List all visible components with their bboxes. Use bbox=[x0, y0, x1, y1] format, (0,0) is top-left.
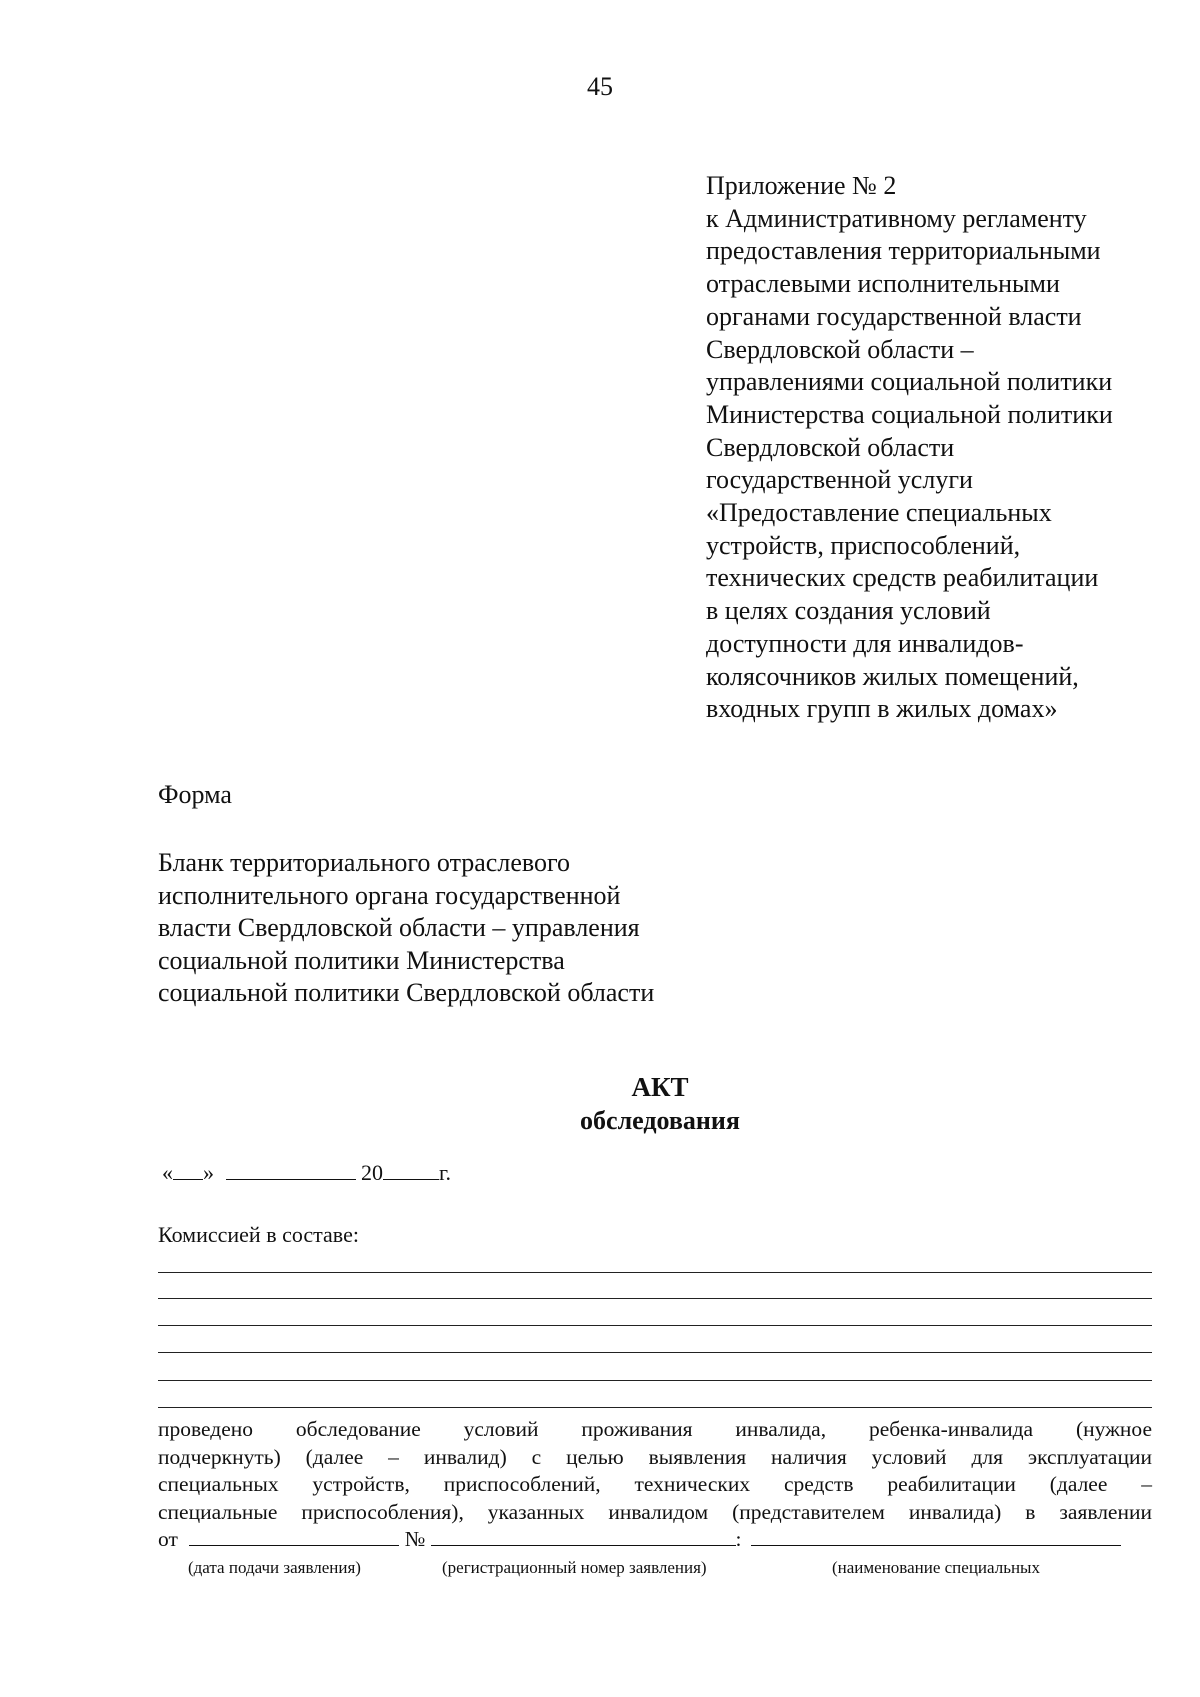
body-line: специальных устройств, приспособлений, технических средств реабилитации (далее – bbox=[158, 1472, 1152, 1496]
commission-line[interactable] bbox=[158, 1380, 1152, 1381]
appendix-header bbox=[706, 170, 1186, 726]
blank-header bbox=[158, 847, 654, 1010]
number-sign: № bbox=[404, 1527, 426, 1551]
body-line: специальные приспособления), указанных инвалидом (представителем инвалида) в заявлении bbox=[158, 1499, 1152, 1524]
month-blank[interactable] bbox=[226, 1161, 356, 1180]
appendix-line: Свердловской области – bbox=[706, 334, 974, 364]
appendix-line: доступности для инвалидов- bbox=[706, 628, 1024, 658]
appendix-line: Приложение № 2 bbox=[706, 171, 897, 200]
registration-number-blank[interactable] bbox=[431, 1527, 736, 1546]
application-line bbox=[158, 1527, 1158, 1552]
commission-line[interactable] bbox=[158, 1325, 1152, 1326]
appendix-line: отраслевыми исполнительными bbox=[706, 269, 1060, 299]
colon: : bbox=[735, 1527, 742, 1551]
act-title: АКТ bbox=[631, 1072, 689, 1102]
appendix-line: Свердловской области bbox=[706, 432, 955, 462]
caption-name: (наименование специальных bbox=[832, 1558, 1040, 1577]
appendix-line: государственной услуги bbox=[706, 465, 973, 495]
appendix-line: предоставления территориальными bbox=[706, 236, 1101, 266]
appendix-line: «Предоставление специальных bbox=[706, 498, 1052, 528]
day-blank[interactable] bbox=[173, 1161, 203, 1180]
appendix-line: колясочников жилых помещений, bbox=[706, 661, 1079, 691]
device-name-blank[interactable] bbox=[751, 1527, 1121, 1546]
year-blank[interactable] bbox=[383, 1161, 439, 1180]
body-line: проведено обследование условий проживания инвалида, ребенка-инвалида (нужное bbox=[158, 1417, 1152, 1441]
appendix-line: управлениями социальной политики bbox=[706, 367, 1113, 397]
form-label: Форма bbox=[158, 780, 232, 809]
blank-line: власти Свердловской области – управления bbox=[158, 913, 640, 942]
appendix-line: технических средств реабилитации bbox=[706, 563, 1099, 593]
commission-line[interactable] bbox=[158, 1407, 1152, 1408]
blank-line: Бланк территориального отраслевого bbox=[158, 848, 570, 877]
application-date-blank[interactable] bbox=[189, 1527, 399, 1546]
appendix-line: органами государственной власти bbox=[706, 301, 1082, 331]
blank-line: социальной политики Свердловской области bbox=[158, 978, 655, 1007]
from-label: от bbox=[158, 1527, 178, 1551]
appendix-line: в целях создания условий bbox=[706, 596, 991, 626]
act-subtitle: обследования bbox=[580, 1106, 740, 1135]
commission-line[interactable] bbox=[158, 1298, 1152, 1299]
body-paragraph bbox=[158, 1416, 1152, 1526]
year-suffix: г. bbox=[439, 1160, 452, 1185]
open-quote: « bbox=[162, 1160, 173, 1185]
century: 20 bbox=[361, 1160, 383, 1185]
caption-date: (дата подачи заявления) bbox=[188, 1558, 361, 1577]
appendix-line: к Административному регламенту bbox=[706, 203, 1087, 233]
commission-line[interactable] bbox=[158, 1272, 1152, 1273]
close-quote: » bbox=[203, 1160, 214, 1185]
appendix-line: Министерства социальной политики bbox=[706, 399, 1113, 429]
date-line bbox=[162, 1160, 451, 1186]
page-number: 45 bbox=[587, 72, 613, 101]
body-line: подчеркнуть) (далее – инвалид) с целью выявления наличия условий для эксплуатации bbox=[158, 1444, 1152, 1469]
appendix-line: входных групп в жилых домах» bbox=[706, 694, 1058, 724]
commission-label: Комиссией в составе: bbox=[158, 1222, 359, 1247]
blank-line: исполнительного органа государственной bbox=[158, 880, 621, 910]
appendix-line: устройств, приспособлений, bbox=[706, 530, 1021, 560]
caption-reg-number: (регистрационный номер заявления) bbox=[442, 1558, 707, 1577]
commission-line[interactable] bbox=[158, 1352, 1152, 1353]
blank-line: социальной политики Министерства bbox=[158, 945, 565, 975]
